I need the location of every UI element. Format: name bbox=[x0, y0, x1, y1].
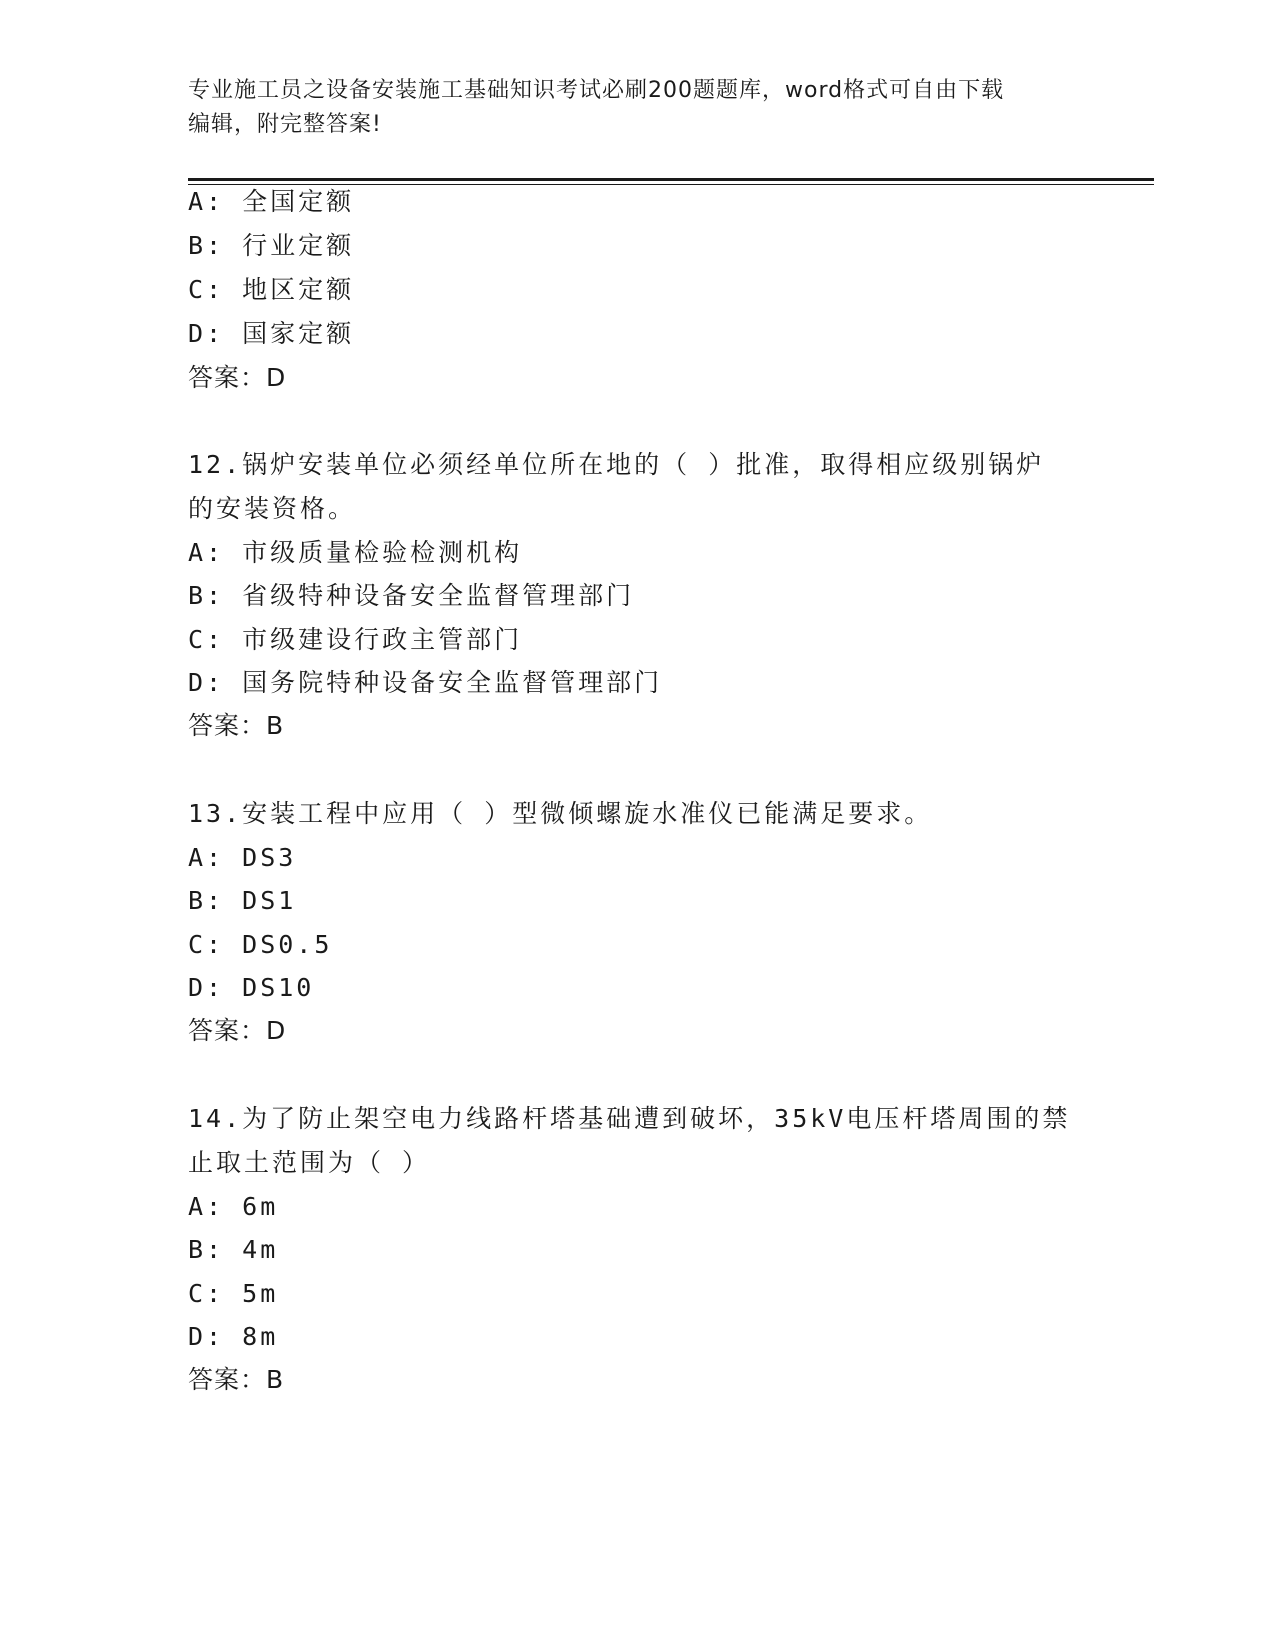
option-a: A: 6m bbox=[188, 1192, 279, 1221]
question-stem-line: 12.锅炉安装单位必须经单位所在地的（ ）批准，取得相应级别锅炉 bbox=[188, 450, 1045, 479]
option-a: A: DS3 bbox=[188, 843, 297, 872]
option-c: C: 地区定额 bbox=[188, 275, 355, 304]
header-title-line-2: 编辑，附完整答案! bbox=[188, 112, 382, 137]
option-a: A: 市级质量检验检测机构 bbox=[188, 538, 523, 567]
answer-line: 答案：B bbox=[188, 1365, 285, 1394]
option-c: C: 市级建设行政主管部门 bbox=[188, 625, 523, 654]
option-b: B: 4m bbox=[188, 1235, 279, 1264]
option-c: C: DS0.5 bbox=[188, 930, 333, 959]
question-stem-line: 止取土范围为（ ） bbox=[188, 1148, 431, 1177]
option-d: D: 国务院特种设备安全监督管理部门 bbox=[188, 668, 663, 697]
header-divider-thick bbox=[188, 178, 1154, 181]
option-b: B: 省级特种设备安全监督管理部门 bbox=[188, 581, 635, 610]
question-stem-line: 14.为了防止架空电力线路杆塔基础遭到破坏，35kV电压杆塔周围的禁 bbox=[188, 1104, 1071, 1133]
option-d: D: 国家定额 bbox=[188, 319, 355, 348]
option-c: C: 5m bbox=[188, 1279, 279, 1308]
option-d: D: 8m bbox=[188, 1322, 279, 1351]
option-a: A: 全国定额 bbox=[188, 187, 355, 216]
option-d: D: DS10 bbox=[188, 973, 315, 1002]
header-title-line-1: 专业施工员之设备安装施工基础知识考试必刷200题题库，word格式可自由下载 bbox=[188, 78, 1005, 103]
document-header bbox=[188, 74, 1088, 142]
answer-line: 答案：D bbox=[188, 1016, 287, 1045]
question-stem-line: 的安装资格。 bbox=[188, 494, 357, 523]
answer-line: 答案：D bbox=[188, 363, 287, 392]
answer-line: 答案：B bbox=[188, 711, 285, 740]
option-b: B: 行业定额 bbox=[188, 231, 355, 260]
option-b: B: DS1 bbox=[188, 886, 297, 915]
question-stem-line: 13.安装工程中应用（ ）型微倾螺旋水准仪已能满足要求。 bbox=[188, 799, 933, 828]
